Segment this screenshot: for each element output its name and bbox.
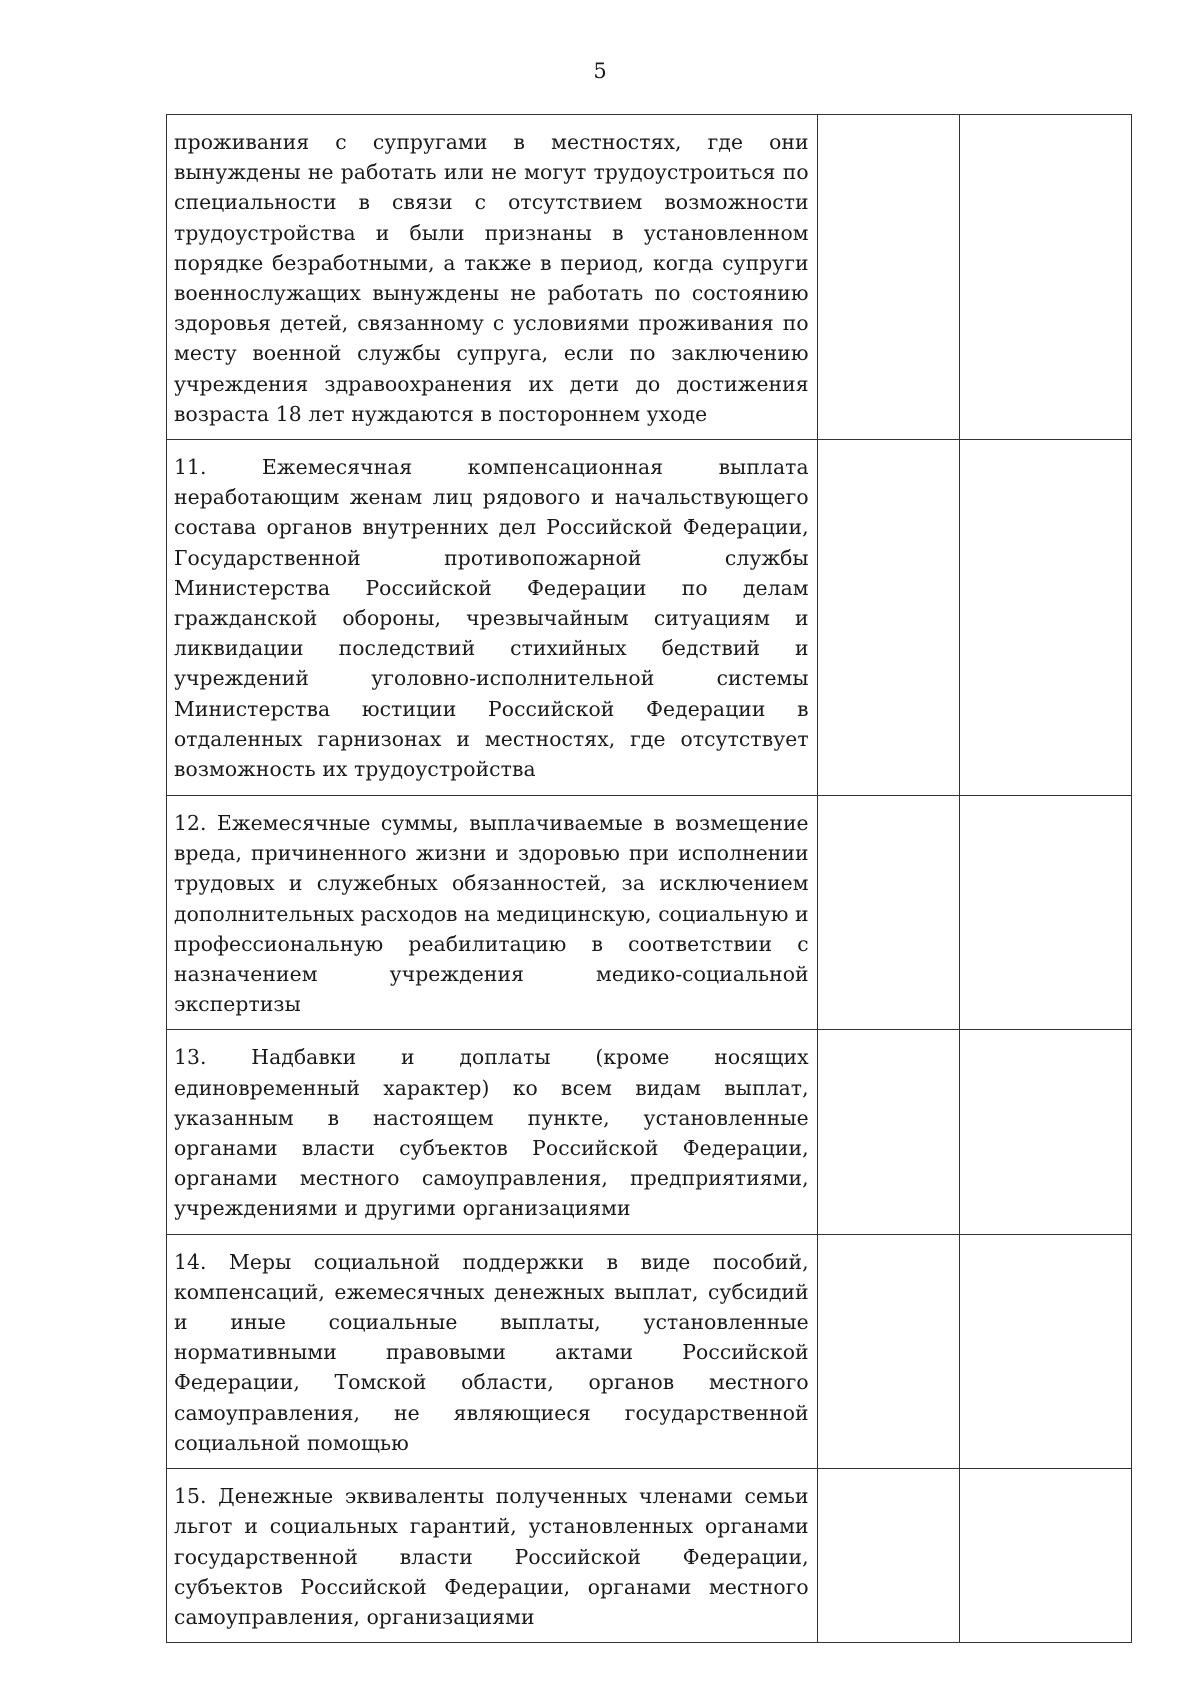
empty-cell-second-column [817,1469,959,1643]
empty-cell-second-column [817,796,959,1030]
empty-cell-third-column [959,440,1131,796]
table-row [167,1030,1132,1234]
table-row [167,115,1132,440]
empty-cell-third-column [959,115,1131,440]
row-text-cell [167,796,818,1030]
empty-cell-third-column [959,1234,1131,1468]
table-row [167,796,1132,1030]
row-text-cell [167,115,818,440]
table-row [167,1234,1132,1468]
row-text: 11. Ежемесячная компенсационная выплата неработающим женам лиц рядового и начальствующего состава органов внутренних дел Российской Федерации, Государственной противопожарной службы Министерства Российской Федерации по делам гражданской обороны, чрезвычайным ситуациям и ликвидации последствий стихийных бедствий и учреждений уголовно-исполнительной системы Министерства юстиции Российской Федерации в отдаленных гарнизонах и местностях, где отсутствует возможность их трудоустройства [174,455,809,782]
empty-cell-second-column [817,1234,959,1468]
empty-cell-third-column [959,1469,1131,1643]
table-row [167,1469,1132,1643]
row-text-cell [167,1234,818,1468]
row-text-cell [167,1030,818,1234]
row-text-cell [167,1469,818,1643]
income-table [166,114,1132,1643]
empty-cell-second-column [817,115,959,440]
row-text: 12. Ежемесячные суммы, выплачиваемые в возмещение вреда, причиненного жизни и здоровью при исполнении трудовых и служебных обязанностей, за исключением дополнительных расходов на медицинскую, социальную и профессиональную реабилитацию в соответствии с назначением учреждения медико-социальной экспертизы [174,811,809,1017]
table-row [167,440,1132,796]
row-text: 14. Меры социальной поддержки в виде пособий, компенсаций, ежемесячных денежных выплат, субсидий и иные социальные выплаты, установленные нормативными правовыми актами Российской Федерации, Томской области, органов местного самоуправления, не являющиеся государственной социальной помощью [174,1249,809,1455]
empty-cell-second-column [817,440,959,796]
empty-cell-third-column [959,1030,1131,1234]
empty-cell-second-column [817,1030,959,1234]
row-text-cell [167,440,818,796]
row-text: проживания с супругами в местностях, где они вынуждены не работать или не могут трудоустроиться по специальности в связи с отсутствием возможности трудоустройства и были признаны в установленном порядке безработными, а также в период, когда супруги военнослужащих вынуждены не работать по состоянию здоровья детей, связанному с условиями проживания по месту военной службы супруга, если по заключению учреждения здравоохранения их дети до достижения возраста 18 лет нуждаются в постороннем уходе [174,130,809,426]
empty-cell-third-column [959,796,1131,1030]
row-text: 15. Денежные эквиваленты полученных членами семьи льгот и социальных гарантий, установленных органами государственной власти Российской Федерации, субъектов Российской Федерации, органами местного самоуправления, организациями [174,1484,809,1629]
page-number: 5 [593,59,607,83]
row-text: 13. Надбавки и доплаты (кроме носящих единовременный характер) ко всем видам выплат, указанным в настоящем пункте, установленные органами власти субъектов Российской Федерации, органами местного самоуправления, предприятиями, учреждениями и другими организациями [174,1045,809,1221]
